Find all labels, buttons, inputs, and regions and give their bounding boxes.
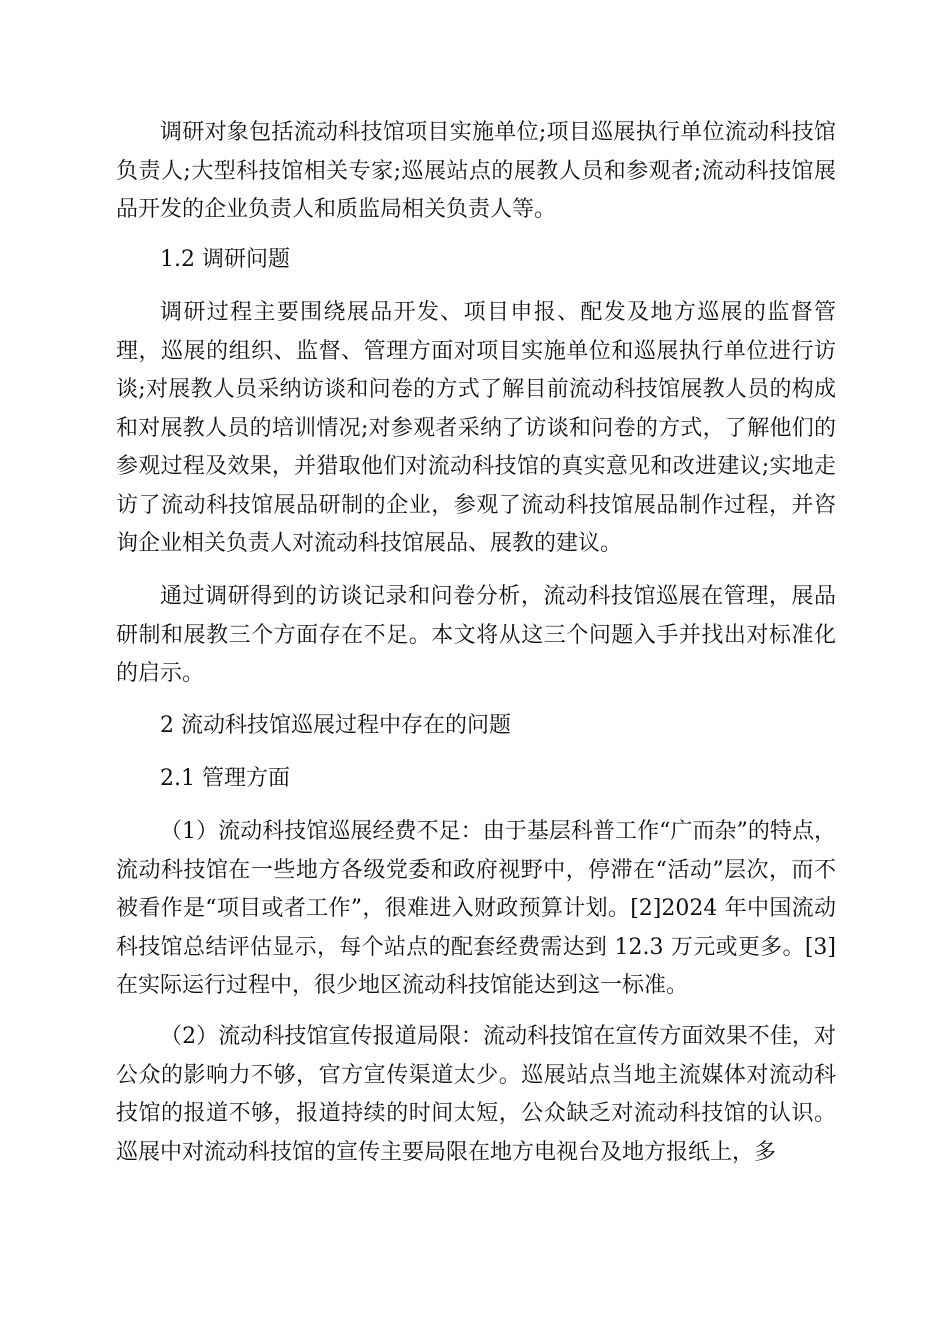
section-heading-2-1: 2.1 管理方面 [160, 766, 290, 791]
paragraph-publicity-issue: （2）流动科技馆宣传报道局限：流动科技馆在宣传方面效果不佳，对公众的影响力不够，官方宣传渠道太少。巡展站点当地主流媒体对流动科技馆的报道不够，报道持续的时间太短，公众缺乏对流动科技馆的认识。巡展中对流动科技馆的宣传主要局限在地方电视台及地方报纸上，多 [116, 1024, 836, 1165]
section-heading-1-2: 1.2 调研问题 [160, 247, 290, 272]
paragraph-survey-subjects: 调研对象包括流动科技馆项目实施单位;项目巡展执行单位流动科技馆负责人;大型科技馆相关专家;巡展站点的展教人员和参观者;流动科技馆展品开发的企业负责人和质监局相关负责人等。 [116, 120, 836, 222]
paragraph-funding-issue: （1）流动科技馆巡展经费不足：由于基层科普工作“广而杂”的特点，流动科技馆在一些地方各级党委和政府视野中，停滞在“活动”层次，而不被看作是“项目或者工作”，很难进入财政预算计划。[2]2024 年中国流动科技馆总结评估显示，每个站点的配套经费需达到 12.3 万元或更多。[3]在实际运行过程中，很少地区流动科技馆能达到这一标准。 [116, 819, 836, 998]
paragraph-survey-summary: 通过调研得到的访谈记录和问卷分析，流动科技馆巡展在管理，展品研制和展教三个方面存在不足。本文将从这三个问题入手并找出对标准化的启示。 [116, 584, 836, 686]
paragraph-survey-questions: 调研过程主要围绕展品开发、项目申报、配发及地方巡展的监督管理，巡展的组织、监督、管理方面对项目实施单位和巡展执行单位进行访谈;对展教人员采纳访谈和问卷的方式了解目前流动科技馆展教人员的构成和对展教人员的培训情况;对参观者采纳了访谈和问卷的方式，了解他们的参观过程及效果，并猎取他们对流动科技馆的真实意见和改进建议;实地走访了流动科技馆展品研制的企业，参观了流动科技馆展品制作过程，并咨询企业相关负责人对流动科技馆展品、展教的建议。 [116, 300, 836, 556]
section-heading-2: 2 流动科技馆巡展过程中存在的问题 [160, 713, 511, 738]
